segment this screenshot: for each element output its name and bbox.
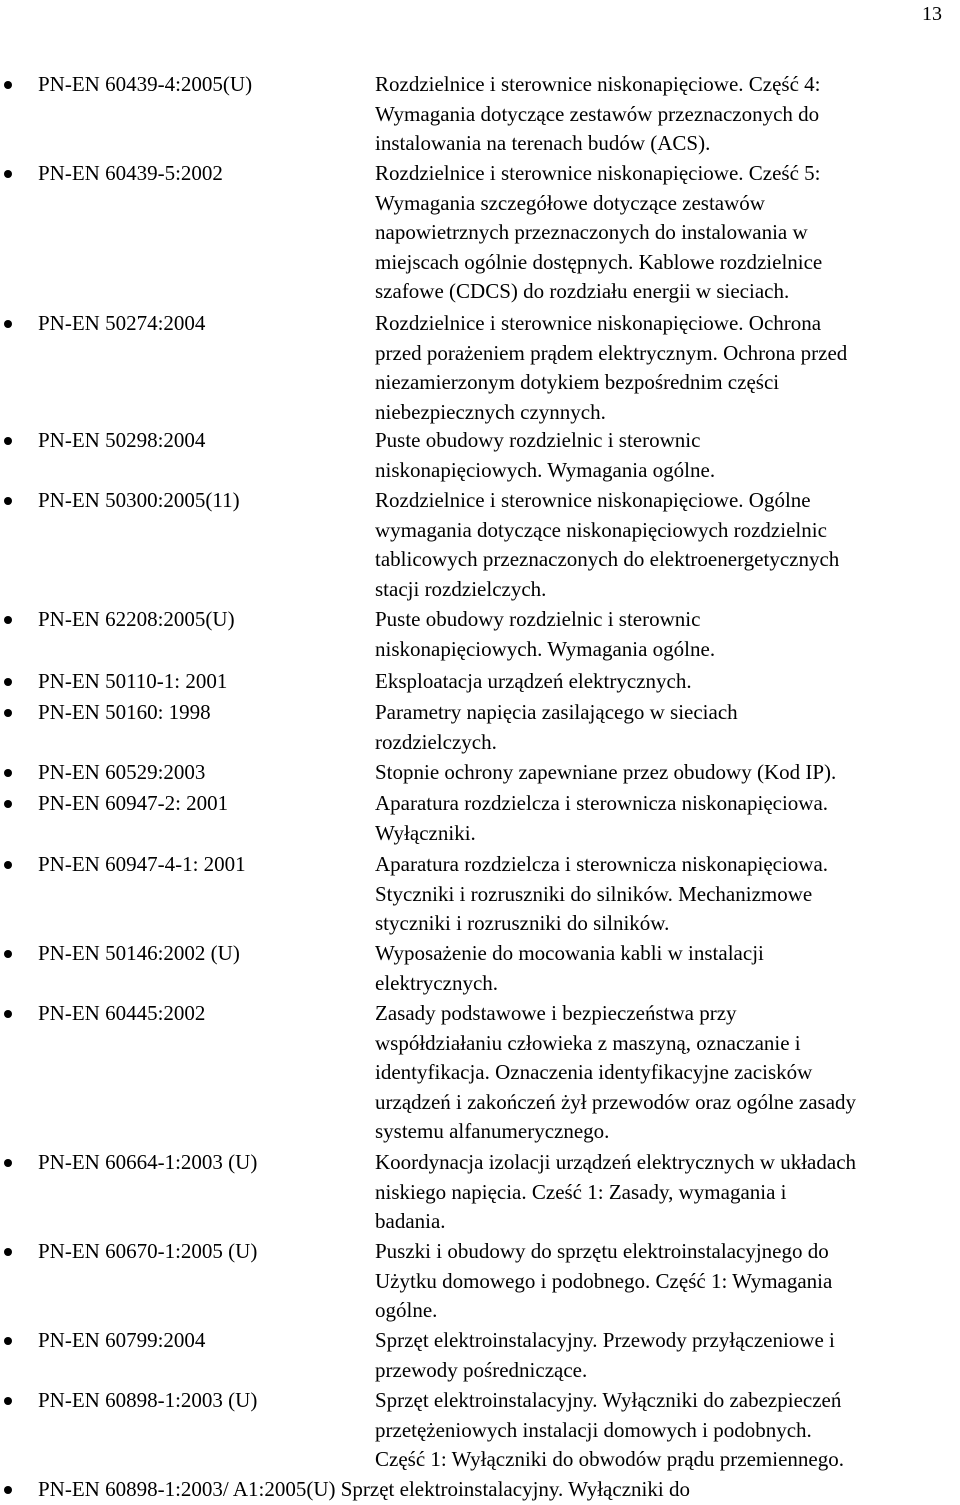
bullet-icon	[4, 709, 12, 717]
description-line: Koordynacja izolacji urządzeń elektrycznych w układach	[375, 1150, 857, 1174]
standard-description	[375, 850, 955, 939]
bullet-icon	[4, 800, 12, 808]
description-line: Puszki i obudowy do sprzętu elektroinstalacyjnego do	[375, 1239, 829, 1263]
standard-description	[375, 486, 955, 604]
description-line: Sprzęt elektroinstalacyjny. Przewody przyłączeniowe i	[375, 1328, 835, 1352]
bullet-icon	[4, 769, 12, 777]
description-line: urządzeń i zakończeń żył przewodów oraz ogólne zasady	[375, 1089, 857, 1114]
description-line: Zasady podstawowe i bezpieczeństwa przy	[375, 1001, 737, 1025]
standard-description	[375, 698, 955, 757]
description-line: Puste obudowy rozdzielnic i sterownic	[375, 428, 701, 452]
standard-description	[375, 999, 955, 1147]
description-line: Wymagania dotyczące zestawów przeznaczonych do	[375, 101, 820, 126]
standard-code: PN-EN 50146:2002 (U)	[38, 941, 240, 965]
description-line: Rozdzielnice i sterownice niskonapięciowe. Ogólne	[375, 488, 811, 512]
bullet-icon	[4, 1337, 12, 1345]
description-line: Stopnie ochrony zapewniane przez obudowy (Kod IP).	[375, 760, 837, 784]
standard-code: PN-EN 60799:2004	[38, 1328, 206, 1352]
description-line: niskonapięciowych. Wymagania ogólne.	[375, 457, 716, 482]
description-line: identyfikacja. Oznaczenia identyfikacyjne zacisków	[375, 1060, 813, 1085]
description-line: przed porażeniem prądem elektrycznym. Ochrona przed	[375, 340, 848, 365]
standard-code: PN-EN 60664-1:2003 (U)	[38, 1150, 258, 1174]
description-line: napowietrznych przeznaczonych do instalowania w	[375, 220, 808, 245]
bullet-icon	[4, 1397, 12, 1405]
standard-code: PN-EN 50160: 1998	[38, 700, 211, 724]
bullet-icon	[4, 81, 12, 89]
description-line: szafowe (CDCS) do rozdziału energii w sieciach.	[375, 279, 790, 304]
bullet-icon	[4, 1248, 12, 1256]
description-line: Styczniki i rozruszniki do silników. Mechanizmowe	[375, 881, 813, 906]
description-line: niskonapięciowych. Wymagania ogólne.	[375, 636, 716, 661]
standard-description	[375, 789, 955, 848]
standard-code: PN-EN 50298:2004	[38, 428, 206, 452]
description-line: Puste obudowy rozdzielnic i sterownic	[375, 607, 701, 631]
description-line: elektrycznych.	[375, 970, 499, 995]
standard-entry-text: PN-EN 60898-1:2003/ A1:2005(U) Sprzęt elektroinstalacyjny. Wyłączniki do	[38, 1477, 690, 1501]
description-line: Rozdzielnice i sterownice niskonapięciowe. Ochrona	[375, 311, 822, 335]
standard-code: PN-EN 60439-4:2005(U)	[38, 72, 253, 96]
description-line: wymagania dotyczące niskonapięciowych rozdzielnic	[375, 517, 827, 542]
standard-code: PN-EN 60529:2003	[38, 760, 206, 784]
description-line: miejscach ogólnie dostępnych. Kablowe rozdzielnice	[375, 249, 823, 274]
bullet-icon	[4, 950, 12, 958]
description-line: Użytku domowego i podobnego. Część 1: Wymagania	[375, 1268, 833, 1293]
standard-description	[375, 939, 955, 998]
description-line: niskiego napięcia. Cześć 1: Zasady, wymagania i	[375, 1179, 787, 1204]
description-line: przetężeniowych instalacji domowych i podobnych.	[375, 1417, 812, 1442]
standard-code: PN-EN 50300:2005(11)	[38, 488, 240, 512]
description-line: rozdzielczych.	[375, 729, 497, 754]
bullet-icon	[4, 437, 12, 445]
description-line: Rozdzielnice i sterownice niskonapięciowe. Część 4:	[375, 72, 821, 96]
standard-description	[375, 605, 955, 664]
standard-code: PN-EN 50110-1: 2001	[38, 669, 228, 693]
description-line: Wyposażenie do mocowania kabli w instalacji	[375, 941, 764, 965]
standard-description	[375, 758, 955, 788]
description-line: tablicowych przeznaczonych do elektroenergetycznych	[375, 547, 840, 572]
standard-description	[375, 309, 955, 427]
description-line: Eksploatacja urządzeń elektrycznych.	[375, 669, 692, 693]
description-line: Sprzęt elektroinstalacyjny. Wyłączniki do zabezpieczeń	[375, 1388, 842, 1412]
description-line: ogólne.	[375, 1298, 438, 1323]
description-line: Aparatura rozdzielcza i sterownicza niskonapięciowa.	[375, 791, 829, 815]
standard-description	[375, 159, 955, 307]
description-line: instalowania na terenach budów (ACS).	[375, 131, 711, 156]
description-line: badania.	[375, 1209, 446, 1234]
bullet-icon	[4, 616, 12, 624]
bullet-icon	[4, 1486, 12, 1494]
standard-code: PN-EN 60947-2: 2001	[38, 791, 229, 815]
bullet-icon	[4, 1159, 12, 1167]
standard-description	[375, 1386, 955, 1475]
standard-description	[375, 1326, 955, 1385]
description-line: niezamierzonym dotykiem bezpośrednim części	[375, 370, 780, 395]
description-line: styczniki i rozruszniki do silników.	[375, 911, 670, 936]
standard-code: PN-EN 60947-4-1: 2001	[38, 852, 246, 876]
description-line: Część 1: Wyłączniki do obwodów prądu przemiennego.	[375, 1447, 844, 1472]
standard-description	[375, 1237, 955, 1326]
standard-code: PN-EN 62208:2005(U)	[38, 607, 235, 631]
bullet-icon	[4, 678, 12, 686]
page-number: 13	[922, 3, 942, 25]
standard-description	[375, 426, 955, 485]
description-line: stacji rozdzielczych.	[375, 576, 547, 601]
description-line: Wyłączniki.	[375, 820, 476, 845]
description-line: Wymagania szczegółowe dotyczące zestawów	[375, 190, 765, 215]
description-line: Aparatura rozdzielcza i sterownicza niskonapięciowa.	[375, 852, 829, 876]
standard-description	[375, 70, 955, 159]
description-line: niebezpiecznych czynnych.	[375, 399, 606, 424]
standard-code: PN-EN 60670-1:2005 (U)	[38, 1239, 258, 1263]
bullet-icon	[4, 861, 12, 869]
description-line: Parametry napięcia zasilającego w sieciach	[375, 700, 738, 724]
description-line: współdziałaniu człowieka z maszyną, oznaczanie i	[375, 1030, 801, 1055]
standard-description	[375, 667, 955, 697]
bullet-icon	[4, 320, 12, 328]
standard-code: PN-EN 60445:2002	[38, 1001, 206, 1025]
standard-code: PN-EN 60898-1:2003 (U)	[38, 1388, 258, 1412]
bullet-icon	[4, 170, 12, 178]
description-line: Rozdzielnice i sterownice niskonapięciowe. Cześć 5:	[375, 161, 821, 185]
description-line: przewody pośredniczące.	[375, 1357, 588, 1382]
standard-description	[375, 1148, 955, 1237]
description-line: systemu alfanumerycznego.	[375, 1119, 610, 1144]
standard-code: PN-EN 60439-5:2002	[38, 161, 223, 185]
standard-code: PN-EN 50274:2004	[38, 311, 206, 335]
bullet-icon	[4, 1010, 12, 1018]
bullet-icon	[4, 497, 12, 505]
